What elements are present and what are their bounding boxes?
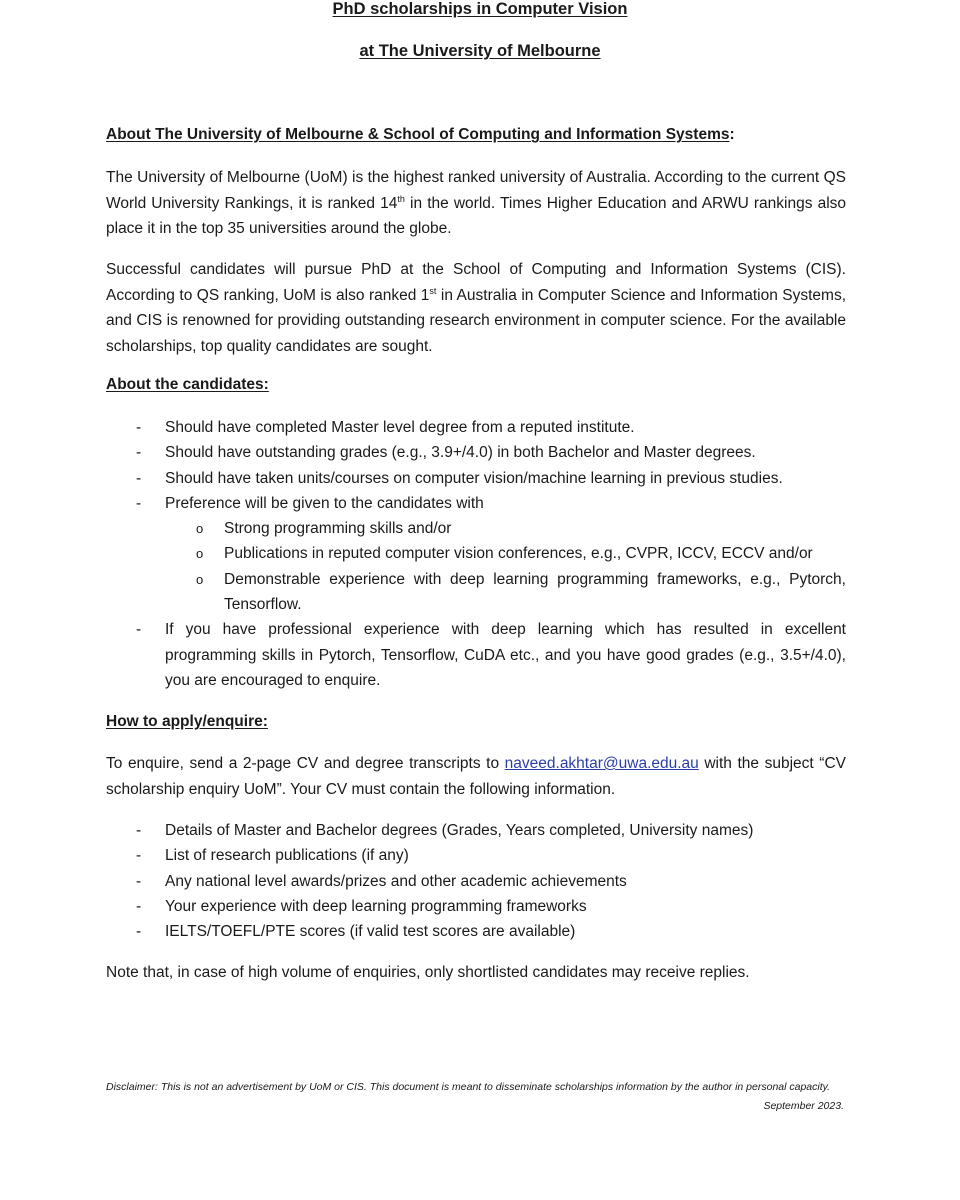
dash-bullet-icon: - [136, 621, 142, 639]
list-item [106, 491, 846, 617]
candidates-heading-text: About the candidates: [106, 376, 269, 393]
list-item-text: Should have taken units/courses on computer vision/machine learning in previous studies. [165, 469, 783, 487]
preference-sublist [165, 516, 846, 617]
list-item-text: List of research publications (if any) [165, 847, 409, 865]
dash-bullet-icon: - [136, 419, 142, 436]
apply-intro-text-a: To enquire, send a 2-page CV and degree transcripts to [106, 755, 505, 772]
list-item-text: Any national level awards/prizes and other academic achievements [165, 872, 627, 890]
circle-bullet-icon: o [196, 571, 204, 587]
list-item [106, 919, 846, 944]
dash-bullet-icon: - [136, 494, 142, 512]
document-date: September 2023. [763, 1100, 844, 1112]
para2-text-a: Successful candidates will pursue PhD at the School of Computing and Information Systems (CIS). According to QS ranking, UoM is also ranked 1 [106, 261, 846, 304]
para2-superscript: st [429, 285, 437, 296]
document-title: PhD scholarships in Computer Vision [332, 0, 628, 18]
about-university-paragraph-2 [106, 257, 846, 359]
list-item-text: Preference will be given to the candidates with [165, 494, 484, 512]
list-item [106, 869, 846, 894]
dash-bullet-icon: - [136, 923, 142, 941]
dash-bullet-icon: - [136, 847, 142, 865]
sub-list-item-text: Publications in reputed computer vision conferences, e.g., CVPR, ICCV, ECCV and/or [224, 545, 813, 563]
list-item-text: Should have completed Master level degree from a reputed institute. [165, 419, 635, 436]
circle-bullet-icon: o [196, 546, 204, 562]
para2-text-b: in Australia in Computer Science and Information Systems, and CIS is renowned for providing outstanding research environment in computer science. For the available scholarships, top quality candidates are sought. [106, 286, 846, 355]
dash-bullet-icon: - [136, 897, 142, 915]
about-university-paragraph-1 [106, 165, 846, 242]
sub-list-item-text: Strong programming skills and/or [224, 520, 452, 538]
list-item [106, 466, 846, 491]
note-paragraph: Note that, in case of high volume of enquiries, only shortlisted candidates may receive replies. [106, 964, 750, 981]
cv-contents-list [106, 818, 846, 944]
list-item [106, 894, 846, 919]
sub-list-item [165, 516, 846, 541]
about-university-heading-colon: : [729, 126, 735, 143]
sub-list-item [165, 541, 846, 566]
list-item [106, 415, 846, 440]
list-item [106, 843, 846, 868]
para1-text-a: The University of Melbourne (UoM) is the highest ranked university of Australia. According to the current QS World University Rankings, it is ranked 14 [106, 169, 846, 212]
about-university-heading [106, 126, 735, 144]
about-university-heading-text: About The University of Melbourne & School of Computing and Information Systems [106, 126, 730, 143]
sub-list-item [165, 567, 846, 618]
email-link[interactable]: naveed.akhtar@uwa.edu.au [504, 755, 699, 772]
dash-bullet-icon: - [136, 822, 142, 839]
candidates-heading [106, 376, 269, 394]
list-item-text: If you have professional experience with deep learning which has resulted in excellent programming skills in Pytorch, Tensorflow, CuDA etc., and you have good grades (e.g., 3.5+/4.0), you are encouraged to enquire. [165, 621, 846, 689]
para1-superscript: th [397, 193, 405, 204]
sub-list-item-text: Demonstrable experience with deep learning programming frameworks, e.g., Pytorch, Tensorflow. [224, 570, 846, 614]
dash-bullet-icon: - [136, 469, 142, 487]
list-item-text: Your experience with deep learning programming frameworks [165, 897, 587, 915]
apply-intro-paragraph [106, 751, 846, 802]
para1-text-b: in the world. Times Higher Education and ARWU rankings also place it in the top 35 universities around the globe. [106, 194, 847, 237]
list-item [106, 617, 846, 693]
list-item-text: Details of Master and Bachelor degrees (Grades, Years completed, University names) [165, 822, 754, 839]
circle-bullet-icon: o [196, 521, 204, 537]
document-subtitle: at The University of Melbourne [359, 42, 601, 60]
list-item-text: Should have outstanding grades (e.g., 3.9+/4.0) in both Bachelor and Master degrees. [165, 444, 756, 462]
candidates-requirements-list [106, 415, 846, 693]
apply-heading-text: How to apply/enquire: [106, 713, 268, 730]
list-item-text: IELTS/TOEFL/PTE scores (if valid test scores are available) [165, 923, 576, 941]
dash-bullet-icon: - [136, 872, 142, 890]
list-item [106, 818, 846, 843]
apply-heading [106, 713, 268, 731]
apply-intro-text-b: with the subject “CV scholarship enquiry UoM”. Your CV must contain the following information. [106, 755, 846, 798]
list-item [106, 440, 846, 465]
dash-bullet-icon: - [136, 444, 142, 462]
disclaimer-text: Disclaimer: This is not an advertisement by UoM or CIS. This document is meant to disseminate scholarships information by the author in personal capacity. [106, 1081, 831, 1093]
